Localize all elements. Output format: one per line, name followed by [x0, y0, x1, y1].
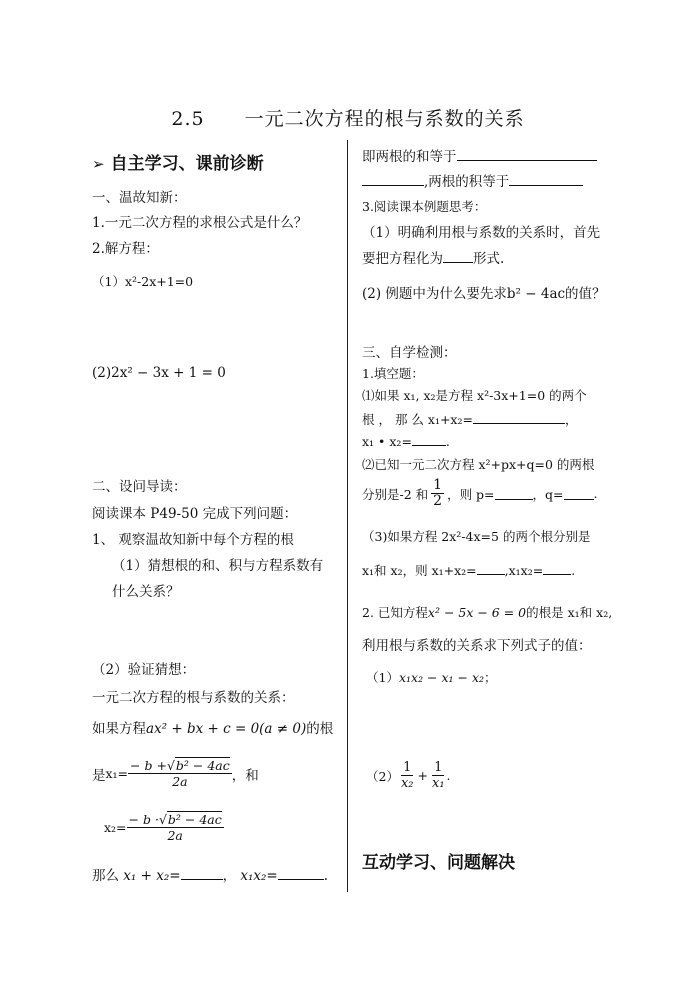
sum-answer-blank[interactable]	[181, 867, 223, 880]
formula-numerator	[127, 812, 224, 828]
observe-instruction: 1、 观察温故知新中每个方程的根	[92, 532, 294, 548]
question-2: 2.解方程：	[92, 241, 159, 257]
relation-heading: 一元二次方程的根与系数的关系：	[92, 690, 295, 706]
fraction-numerator: 1	[433, 477, 443, 493]
think-2: (2) 例题中为什么要先求b² − 4ac的值？	[362, 286, 606, 302]
sum-of-roots-blank[interactable]	[457, 148, 597, 161]
then-line	[92, 864, 328, 884]
think-1-text: 要把方程化为	[362, 251, 443, 267]
fill-2-line-b	[362, 478, 598, 509]
numerator-prefix: − b +	[130, 758, 167, 773]
fill-1-line-b	[362, 410, 577, 428]
review-heading: 一、温故知新：	[92, 190, 187, 206]
reciprocal-x2-fraction	[399, 760, 416, 791]
equation-1-label: （1）	[92, 274, 125, 289]
root-x1-line	[92, 758, 259, 789]
x1-label: x₁=	[105, 766, 129, 781]
fill-heading: 1.填空题：	[362, 366, 424, 381]
equation-2-label: (2)	[92, 365, 112, 381]
fill-1-text: 根 ， 那 么 x₁+x₂=	[362, 412, 473, 427]
section-heading-interactive: 互动学习、问题解决	[362, 853, 515, 873]
quadratic-formula-plus	[128, 758, 232, 789]
problem-2-1	[366, 668, 497, 686]
problem-2-equation: x² − 5x − 6 = 0	[427, 605, 527, 620]
is-prefix: 是	[92, 767, 106, 784]
sum-of-roots-line	[362, 145, 597, 165]
product-of-roots-blank[interactable]	[509, 173, 583, 186]
column-divider	[347, 140, 348, 892]
x2-label: x₂=	[104, 820, 127, 835]
root-x2-line	[104, 812, 224, 843]
fill-1-sum-blank[interactable]	[473, 411, 565, 424]
fill-1-product-text: x₁ • x₂=	[362, 434, 412, 449]
think-1-line-a: （1）明确利用根与系数的关系时，首先	[362, 225, 601, 241]
equals-sign: =	[169, 868, 181, 884]
question-1: 1.一元二次方程的求根公式是什么？	[92, 215, 308, 231]
formula-denominator: 2a	[172, 774, 188, 789]
problem-2-2	[366, 760, 451, 791]
semicolon: ；	[484, 670, 497, 685]
period: .	[571, 563, 576, 578]
think-1-line-b	[362, 247, 504, 267]
plus-sign: +	[417, 768, 428, 783]
problem-2-1-expression: x₁x₂ − x₁ − x₂	[398, 670, 485, 685]
sum-of-roots-blank-2[interactable]	[362, 173, 424, 186]
problem-2-prefix: 2. 已知方程	[362, 605, 428, 620]
q-label: ，q=	[532, 486, 564, 502]
period: .	[445, 434, 450, 449]
radicand: b² − 4ac	[175, 758, 230, 773]
think-1-suffix: 形式.	[473, 251, 505, 267]
product-answer-blank[interactable]	[278, 867, 324, 880]
then-prefix: 那么	[92, 868, 119, 884]
fill-3-line-a: （3)如果方程 2x²-4x=5 的两个根分别是	[362, 529, 591, 544]
arrow-bullet-icon: ➢	[92, 155, 105, 173]
guess-line-2: 什么关系？	[112, 584, 180, 600]
radicand: b² − 4ac	[167, 812, 222, 827]
problem-2-1-label: （1）	[366, 670, 399, 685]
fill-3-product-label: ,x₁x₂=	[504, 563, 544, 578]
fill-1-product-blank[interactable]	[412, 433, 446, 446]
sqrt-icon: √	[158, 812, 167, 827]
standard-form-blank[interactable]	[443, 250, 473, 263]
p-blank[interactable]	[495, 487, 533, 500]
guess-line-1: （1）猜想根的和、积与方程系数有	[112, 558, 324, 574]
period: .	[323, 868, 329, 884]
verify-instruction: （2）验证猜想：	[92, 662, 196, 678]
formula-denominator: 2a	[167, 828, 183, 843]
product-expression: x₁x₂	[240, 868, 267, 884]
formula-numerator	[128, 758, 232, 774]
equals-sign: =	[266, 868, 278, 884]
product-of-roots-line	[362, 170, 583, 190]
fill-2-text: 分别是-2 和	[362, 486, 429, 502]
fraction-denominator: x₂	[400, 776, 414, 791]
comma: ，	[222, 868, 237, 884]
equation-2	[92, 365, 226, 381]
sum-of-roots-text: 即两根的和等于	[362, 149, 457, 165]
reciprocal-x1-fraction	[430, 760, 447, 791]
fill-3-line-b	[362, 561, 575, 579]
period: .	[593, 486, 598, 501]
fill-3-product-blank[interactable]	[543, 562, 571, 575]
and-text: ，和	[231, 767, 259, 784]
fill-3-sum-blank[interactable]	[477, 562, 505, 575]
quadratic-formula-minus	[127, 812, 224, 843]
section-heading-text: 自主学习、课前诊断	[110, 154, 264, 174]
if-equation-line	[92, 717, 333, 737]
fraction-numerator: 1	[434, 760, 443, 775]
product-of-roots-text: ,两根的积等于	[424, 174, 510, 190]
if-suffix: 的根	[306, 721, 334, 737]
section-heading-self-study	[92, 149, 264, 174]
one-half-fraction	[431, 478, 444, 509]
p-label: ，则 p=	[447, 486, 495, 502]
problem-2-line-b: 利用根与系数的关系求下列式子的值：	[362, 638, 592, 654]
general-equation: ax² + bx + c = 0(a ≠ 0)	[146, 721, 307, 737]
comma: ，	[564, 412, 578, 427]
if-prefix: 如果方程	[92, 721, 146, 737]
fill-2-line-a: ⑵已知一元二次方程 x²+px+q=0 的两根	[362, 457, 595, 472]
problem-2-line-a	[362, 603, 612, 621]
fraction-denominator: x₁	[431, 776, 445, 791]
fraction-denominator: 2	[433, 493, 443, 509]
problem-2-suffix: 的根是 x₁和 x₂,	[526, 605, 613, 620]
sqrt-icon: √	[166, 758, 175, 773]
problem-2-2-label: （2）	[366, 768, 399, 784]
equation-1-text: x²-2x+1=0	[124, 274, 194, 289]
equation-1	[92, 272, 193, 290]
numerator-prefix: − b ·	[128, 812, 159, 827]
fill-1-line-a: ⑴如果 x₁, x₂是方程 x²-3x+1=0 的两个	[362, 388, 587, 403]
self-test-heading: 三、自学检测：	[362, 345, 457, 361]
fraction-numerator: 1	[403, 760, 412, 775]
fill-1-line-c	[362, 433, 450, 449]
reading-instruction: 阅读课本 P49-50 完成下列问题：	[92, 506, 298, 522]
equation-2-text: 2x² − 3x + 1 = 0	[111, 365, 226, 381]
q-blank[interactable]	[564, 487, 594, 500]
read-example-heading: 3.阅读课本例题思考：	[362, 199, 487, 214]
guide-heading: 二、设问导读：	[92, 479, 187, 495]
fill-3-text: x₁和 x₂，则 x₁+x₂=	[362, 563, 477, 578]
page-title: 2.5 一元二次方程的根与系数的关系	[171, 108, 525, 130]
period: .	[446, 768, 451, 783]
sum-expression: x₁ + x₂	[123, 868, 170, 884]
